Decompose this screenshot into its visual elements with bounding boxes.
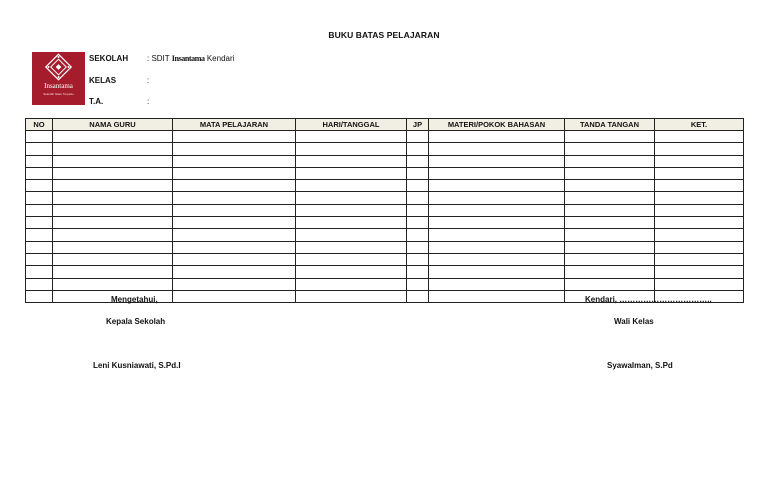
cell-teacher-name[interactable] (53, 229, 173, 241)
cell-topic[interactable] (429, 180, 565, 192)
cell-signature[interactable] (565, 192, 655, 204)
table-row (26, 192, 744, 204)
cell-no[interactable] (26, 155, 53, 167)
cell-subject[interactable] (173, 290, 296, 302)
cell-topic[interactable] (429, 192, 565, 204)
header-signature: TANDA TANGAN (565, 119, 655, 131)
cell-no[interactable] (26, 204, 53, 216)
cell-no[interactable] (26, 229, 53, 241)
principal-name: Leni Kusniawati, S.Pd.I (93, 361, 181, 370)
table-row (26, 167, 744, 179)
table-row (26, 155, 744, 167)
cell-signature[interactable] (565, 204, 655, 216)
cell-subject[interactable] (173, 131, 296, 143)
cell-jp[interactable] (407, 241, 429, 253)
cell-day-date[interactable] (296, 192, 407, 204)
header-teacher-name: NAMA GURU (53, 119, 173, 131)
cell-subject[interactable] (173, 143, 296, 155)
cell-notes[interactable] (655, 192, 744, 204)
cell-day-date[interactable] (296, 180, 407, 192)
cell-no[interactable] (26, 167, 53, 179)
cell-no[interactable] (26, 241, 53, 253)
cell-signature[interactable] (565, 167, 655, 179)
year-value: : (147, 97, 150, 106)
header-no: NO (26, 119, 53, 131)
table-row (26, 131, 744, 143)
cell-day-date[interactable] (296, 167, 407, 179)
header-topic: MATERI/POKOK BAHASAN (429, 119, 565, 131)
cell-subject[interactable] (173, 192, 296, 204)
cell-jp[interactable] (407, 217, 429, 229)
cell-topic[interactable] (429, 131, 565, 143)
acknowledged-label: Mengetahui, (111, 295, 158, 304)
document-title: BUKU BATAS PELAJARAN (328, 30, 440, 40)
cell-signature[interactable] (565, 266, 655, 278)
cell-topic[interactable] (429, 266, 565, 278)
cell-topic[interactable] (429, 290, 565, 302)
cell-day-date[interactable] (296, 229, 407, 241)
cell-day-date[interactable] (296, 278, 407, 290)
cell-notes[interactable] (655, 253, 744, 265)
header-subject: MATA PELAJARAN (173, 119, 296, 131)
cell-topic[interactable] (429, 143, 565, 155)
cell-day-date[interactable] (296, 217, 407, 229)
cell-subject[interactable] (173, 180, 296, 192)
cell-no[interactable] (26, 266, 53, 278)
cell-subject[interactable] (173, 217, 296, 229)
table-row (26, 266, 744, 278)
cell-signature[interactable] (565, 278, 655, 290)
cell-teacher-name[interactable] (53, 143, 173, 155)
cell-teacher-name[interactable] (53, 217, 173, 229)
school-name: Insantama (171, 54, 205, 63)
cell-signature[interactable] (565, 155, 655, 167)
cell-signature[interactable] (565, 241, 655, 253)
school-label: SEKOLAH (89, 54, 129, 63)
cell-teacher-name[interactable] (53, 241, 173, 253)
school-logo (32, 52, 85, 105)
cell-jp[interactable] (407, 229, 429, 241)
cell-topic[interactable] (429, 278, 565, 290)
cell-signature[interactable] (565, 143, 655, 155)
header-jp: JP (407, 119, 429, 131)
cell-topic[interactable] (429, 217, 565, 229)
table-row (26, 253, 744, 265)
cell-teacher-name[interactable] (53, 131, 173, 143)
cell-jp[interactable] (407, 143, 429, 155)
cell-teacher-name[interactable] (53, 192, 173, 204)
cell-day-date[interactable] (296, 131, 407, 143)
cell-day-date[interactable] (296, 204, 407, 216)
cell-jp[interactable] (407, 266, 429, 278)
cell-notes[interactable] (655, 143, 744, 155)
cell-notes[interactable] (655, 155, 744, 167)
cell-jp[interactable] (407, 278, 429, 290)
cell-notes[interactable] (655, 167, 744, 179)
table-row (26, 180, 744, 192)
cell-no[interactable] (26, 131, 53, 143)
cell-topic[interactable] (429, 155, 565, 167)
cell-notes[interactable] (655, 131, 744, 143)
table-row (26, 241, 744, 253)
cell-subject[interactable] (173, 278, 296, 290)
table-row (26, 229, 744, 241)
cell-teacher-name[interactable] (53, 180, 173, 192)
school-value (147, 54, 234, 63)
cell-topic[interactable] (429, 167, 565, 179)
class-value: : (147, 76, 150, 85)
cell-day-date[interactable] (296, 155, 407, 167)
cell-jp[interactable] (407, 290, 429, 302)
homeroom-teacher-name: Syawalman, S.Pd (607, 361, 673, 370)
cell-notes[interactable] (655, 266, 744, 278)
cell-topic[interactable] (429, 204, 565, 216)
cell-teacher-name[interactable] (53, 167, 173, 179)
school-city: Kendari (204, 54, 235, 63)
cell-day-date[interactable] (296, 290, 407, 302)
cell-jp[interactable] (407, 180, 429, 192)
cell-signature[interactable] (565, 131, 655, 143)
cell-topic[interactable] (429, 253, 565, 265)
cell-jp[interactable] (407, 192, 429, 204)
cell-notes[interactable] (655, 217, 744, 229)
place-date-line: Kendari, …………………………….. (585, 295, 712, 304)
cell-signature[interactable] (565, 253, 655, 265)
table-row (26, 278, 744, 290)
header-notes: KET. (655, 119, 744, 131)
cell-no[interactable] (26, 278, 53, 290)
lesson-log-table (25, 118, 744, 303)
cell-jp[interactable] (407, 253, 429, 265)
table-header-row (26, 119, 744, 131)
cell-subject[interactable] (173, 204, 296, 216)
table-row (26, 143, 744, 155)
cell-notes[interactable] (655, 229, 744, 241)
homeroom-title: Wali Kelas (614, 317, 654, 326)
cell-no[interactable] (26, 217, 53, 229)
insantama-logo-icon (32, 52, 85, 82)
cell-teacher-name[interactable] (53, 155, 173, 167)
cell-teacher-name[interactable] (53, 204, 173, 216)
cell-subject[interactable] (173, 253, 296, 265)
cell-subject[interactable] (173, 241, 296, 253)
header-day-date: HARI/TANGGAL (296, 119, 407, 131)
cell-teacher-name[interactable] (53, 253, 173, 265)
table-row (26, 204, 744, 216)
cell-topic[interactable] (429, 229, 565, 241)
cell-notes[interactable] (655, 278, 744, 290)
cell-subject[interactable] (173, 167, 296, 179)
cell-notes[interactable] (655, 241, 744, 253)
cell-no[interactable] (26, 180, 53, 192)
table-body (26, 131, 744, 303)
cell-no[interactable] (26, 143, 53, 155)
cell-notes[interactable] (655, 204, 744, 216)
cell-day-date[interactable] (296, 266, 407, 278)
cell-day-date[interactable] (296, 241, 407, 253)
cell-signature[interactable] (565, 229, 655, 241)
cell-signature[interactable] (565, 217, 655, 229)
cell-no[interactable] (26, 290, 53, 302)
table-row (26, 217, 744, 229)
cell-subject[interactable] (173, 266, 296, 278)
cell-topic[interactable] (429, 241, 565, 253)
class-label: KELAS (89, 76, 117, 85)
logo-tagline: Sekolah Islam Terpadu (43, 92, 74, 96)
cell-jp[interactable] (407, 155, 429, 167)
cell-teacher-name[interactable] (53, 278, 173, 290)
cell-signature[interactable] (565, 180, 655, 192)
cell-jp[interactable] (407, 131, 429, 143)
cell-teacher-name[interactable] (53, 266, 173, 278)
principal-title: Kepala Sekolah (106, 317, 166, 326)
cell-day-date[interactable] (296, 143, 407, 155)
cell-jp[interactable] (407, 167, 429, 179)
school-prefix: : SDIT (147, 54, 172, 63)
cell-subject[interactable] (173, 229, 296, 241)
cell-jp[interactable] (407, 204, 429, 216)
cell-day-date[interactable] (296, 253, 407, 265)
logo-wordmark: Insantama (44, 82, 73, 90)
year-label: T.A. (89, 97, 104, 106)
cell-notes[interactable] (655, 180, 744, 192)
cell-subject[interactable] (173, 155, 296, 167)
cell-no[interactable] (26, 253, 53, 265)
cell-no[interactable] (26, 192, 53, 204)
